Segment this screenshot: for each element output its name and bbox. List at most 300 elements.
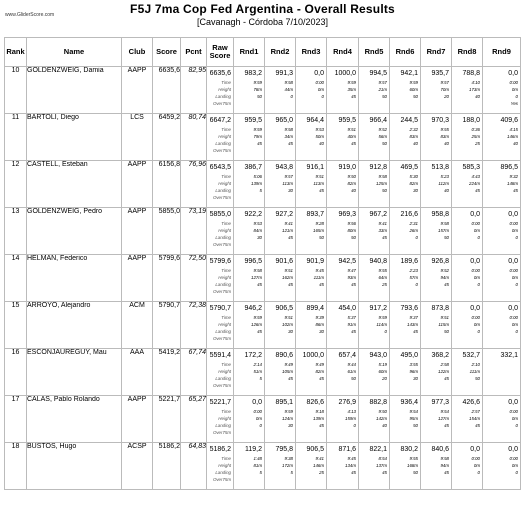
pcnt-cell: 76,96 — [181, 161, 207, 208]
landing-points: 50 — [413, 470, 418, 475]
round-5-cell — [359, 208, 390, 255]
score-cell: 6635,6 — [153, 67, 181, 114]
landing-points: 0 — [384, 329, 387, 334]
round-7-cell — [421, 208, 452, 255]
over-75m-flag — [359, 476, 389, 483]
pilot-name: GOLDENZWEIG, Pedro — [27, 208, 122, 255]
flight-time: 0:00 — [509, 456, 518, 461]
landing-points: 20 — [444, 94, 449, 99]
site-watermark: www.GliderScore.com — [5, 12, 55, 18]
landing-points: 50 — [444, 329, 449, 334]
over-75m-flag — [265, 476, 295, 483]
flight-time: 0:00 — [509, 409, 518, 414]
over-75m-flag — [234, 194, 264, 201]
launch-height: 125m — [376, 181, 387, 186]
round-4-cell — [327, 443, 359, 490]
landing-points: 50 — [413, 94, 418, 99]
club-cell: ACM — [122, 302, 153, 349]
round-2-cell — [265, 396, 296, 443]
landing-points: 50 — [382, 141, 387, 146]
landing-points: 45 — [351, 94, 356, 99]
round-score: 1000,0 — [302, 352, 324, 359]
over-75m-flag — [483, 429, 520, 436]
landing-points: 25 — [319, 470, 324, 475]
round-score: 0,0 — [470, 446, 480, 453]
round-score: 927,2 — [275, 211, 293, 218]
launch-height: 0m — [511, 228, 518, 233]
round-score: 906,5 — [275, 305, 293, 312]
score-cell: 6156,8 — [153, 161, 181, 208]
round-4-cell — [327, 302, 359, 349]
round-score: 873,8 — [431, 305, 449, 312]
landing-points: 30 — [319, 329, 324, 334]
landing-points: 0 — [515, 329, 518, 334]
round-score: 426,6 — [462, 399, 480, 406]
landing-points: 40 — [413, 141, 418, 146]
detail-label: Landing — [215, 329, 231, 334]
table-row — [5, 349, 521, 396]
table-row — [5, 396, 521, 443]
round-score: 966,4 — [369, 117, 387, 124]
score-cell: 5799,6 — [153, 255, 181, 302]
landing-points: 45 — [382, 470, 387, 475]
header-rnd2: Rnd2 — [265, 38, 296, 67]
launch-height: 172m — [282, 463, 293, 468]
over-75m-flag — [327, 288, 358, 295]
detail-label: Height — [218, 87, 231, 92]
over-75m-flag — [483, 147, 520, 154]
launch-height: 82m — [409, 181, 418, 186]
header-club: Club — [122, 38, 153, 67]
detail-label: Height — [218, 416, 231, 421]
over-75m-flag — [421, 382, 451, 389]
detail-label: Over75m — [212, 383, 231, 388]
round-3-cell — [296, 302, 327, 349]
round-6-cell — [390, 396, 421, 443]
round-7-cell — [421, 67, 452, 114]
raw-score-cell — [207, 349, 234, 396]
detail-label: Height — [218, 228, 231, 233]
launch-height: 137m — [376, 463, 387, 468]
round-score: 922,2 — [244, 211, 262, 218]
score-cell: 5419,2 — [153, 349, 181, 396]
raw-score-value: 5790,7 — [209, 305, 231, 312]
round-score: 942,1 — [400, 70, 418, 77]
round-4-cell — [327, 161, 359, 208]
round-8-cell — [452, 114, 483, 161]
round-6-cell — [390, 302, 421, 349]
landing-points: 0 — [515, 282, 518, 287]
raw-score-cell — [207, 114, 234, 161]
round-score: 946,2 — [244, 305, 262, 312]
flight-time: 9:32 — [509, 174, 518, 179]
round-4-cell — [327, 114, 359, 161]
launch-height: 81m — [253, 463, 262, 468]
round-5-cell — [359, 349, 390, 396]
raw-score-value: 5591,4 — [209, 352, 231, 359]
table-row — [5, 208, 521, 255]
round-score: 0,0 — [470, 258, 480, 265]
round-8-cell — [452, 255, 483, 302]
score-cell: 6459,2 — [153, 114, 181, 161]
round-3-cell — [296, 114, 327, 161]
landing-points: 40 — [351, 188, 356, 193]
round-4-cell — [327, 349, 359, 396]
landing-points: 25 — [475, 141, 480, 146]
round-score: 469,5 — [400, 164, 418, 171]
over-75m-flag — [390, 288, 420, 295]
flight-time: 9:53 — [253, 221, 262, 226]
round-score: 917,2 — [369, 305, 387, 312]
round-score: 0,0 — [470, 305, 480, 312]
launch-height: 40m — [347, 134, 356, 139]
over-75m-flag — [265, 429, 295, 436]
over-75m-flag — [452, 147, 482, 154]
launch-height: 139m — [251, 181, 262, 186]
round-1-cell — [234, 302, 265, 349]
launch-height: 154m — [469, 416, 480, 421]
flight-time: 9:44 — [347, 362, 356, 367]
launch-height: 142m — [376, 416, 387, 421]
landing-points: 50 — [475, 376, 480, 381]
launch-height: 112m — [438, 181, 449, 186]
header-rnd7: Rnd7 — [421, 38, 452, 67]
round-6-cell — [390, 67, 421, 114]
rank-cell: 10 — [5, 67, 27, 114]
round-4-cell — [327, 396, 359, 443]
round-score: 977,3 — [431, 399, 449, 406]
flight-time: 2:32 — [409, 127, 418, 132]
round-score: 0,0 — [252, 399, 262, 406]
flight-time: 9:57 — [284, 174, 293, 179]
landing-points: 0 — [477, 329, 480, 334]
table-row — [5, 302, 521, 349]
over-75m-flag — [296, 288, 326, 295]
round-score: 532,7 — [462, 352, 480, 359]
round-7-cell — [421, 396, 452, 443]
landing-points: 5 — [259, 188, 262, 193]
over-75m-flag — [421, 288, 451, 295]
detail-label: Time — [221, 174, 231, 179]
header-rank: Rank — [5, 38, 27, 67]
over-75m-flag — [359, 335, 389, 342]
round-2-cell — [265, 67, 296, 114]
launch-height: 56m — [378, 134, 387, 139]
launch-height: 115m — [438, 322, 449, 327]
over-75m-flag — [296, 429, 326, 436]
flight-time: 4:43 — [471, 174, 480, 179]
round-score: 935,7 — [431, 70, 449, 77]
pcnt-cell: 82,95 — [181, 67, 207, 114]
flight-time: 5:06 — [253, 174, 262, 179]
rank-cell: 14 — [5, 255, 27, 302]
club-cell: AAPP — [122, 161, 153, 208]
landing-points: 50 — [413, 423, 418, 428]
flight-time: 4:13 — [347, 409, 356, 414]
club-cell: AAPP — [122, 208, 153, 255]
over-75m-flag — [327, 335, 358, 342]
launch-height: 0m — [317, 87, 324, 92]
round-score: 893,7 — [306, 211, 324, 218]
table-row — [5, 443, 521, 490]
landing-points: 50 — [319, 235, 324, 240]
round-5-cell — [359, 302, 390, 349]
landing-points: 30 — [413, 188, 418, 193]
raw-score-value: 6647,2 — [209, 117, 231, 124]
flight-time: 9:58 — [440, 221, 449, 226]
results-table — [4, 37, 521, 490]
launch-height: 126m — [251, 322, 262, 327]
round-1-cell — [234, 161, 265, 208]
round-score: 0,0 — [508, 399, 518, 406]
round-9-cell — [483, 114, 521, 161]
over-75m-flag — [234, 100, 264, 107]
over-75m-flag — [327, 194, 358, 201]
over-75m-flag — [265, 147, 295, 154]
flight-time: 0:00 — [509, 221, 518, 226]
landing-points: 45 — [351, 282, 356, 287]
launch-height: 113m — [313, 181, 324, 186]
landing-points: 45 — [444, 376, 449, 381]
flight-time: 0:00 — [471, 315, 480, 320]
flight-time: 0:00 — [253, 409, 262, 414]
round-1-cell — [234, 67, 265, 114]
launch-height: 127m — [438, 416, 449, 421]
landing-points: 30 — [288, 329, 293, 334]
launch-height: 70m — [440, 87, 449, 92]
flight-time: 2:23 — [409, 268, 418, 273]
launch-height: 25m — [471, 134, 480, 139]
round-3-cell — [296, 443, 327, 490]
flight-time: 9:59 — [253, 315, 262, 320]
detail-label: Over75m — [212, 430, 231, 435]
round-score: 901,6 — [275, 258, 293, 265]
flight-time: 9:41 — [315, 456, 324, 461]
header-rnd5: Rnd5 — [359, 38, 390, 67]
flight-time: 2:14 — [253, 362, 262, 367]
round-5-cell — [359, 67, 390, 114]
detail-label: Over75m — [212, 477, 231, 482]
round-3-cell — [296, 255, 327, 302]
pilot-name: ESCONJAUREGUY, Mau — [27, 349, 122, 396]
landing-points: 30 — [288, 188, 293, 193]
flight-time: 9:28 — [315, 221, 324, 226]
round-3-cell — [296, 396, 327, 443]
detail-label: Time — [221, 80, 231, 85]
round-score: 172,2 — [244, 352, 262, 359]
landing-points: 5 — [259, 470, 262, 475]
detail-label: Over75m — [212, 101, 231, 106]
over-75m-flag — [359, 147, 389, 154]
flight-time: 5:37 — [347, 315, 356, 320]
round-score: 119,2 — [245, 446, 262, 453]
launch-height: 148m — [507, 181, 518, 186]
raw-score-cell — [207, 443, 234, 490]
launch-height: 33m — [378, 228, 387, 233]
over-75m-flag — [390, 335, 420, 342]
over-75m-flag — [452, 241, 482, 248]
over-75m-flag: Yes — [510, 101, 518, 106]
launch-height: 111m — [469, 369, 480, 374]
round-8-cell — [452, 302, 483, 349]
round-7-cell — [421, 349, 452, 396]
round-score: 936,4 — [400, 399, 418, 406]
launch-height: 51m — [253, 369, 262, 374]
over-75m-flag — [390, 194, 420, 201]
pilot-name: BARTOLI, Diego — [27, 114, 122, 161]
launch-height: 113m — [282, 181, 293, 186]
launch-height: 34m — [284, 134, 293, 139]
launch-height: 0m — [473, 463, 480, 468]
round-score: 890,6 — [275, 352, 293, 359]
over-75m-flag — [265, 194, 295, 201]
detail-label: Landing — [215, 282, 231, 287]
raw-score-value: 6543,5 — [209, 164, 231, 171]
flight-time: 5:19 — [378, 362, 387, 367]
landing-points: 45 — [288, 235, 293, 240]
landing-points: 0 — [477, 470, 480, 475]
landing-points: 45 — [382, 235, 387, 240]
launch-height: 102m — [282, 322, 293, 327]
round-score: 332,1 — [500, 352, 518, 359]
round-1-cell — [234, 255, 265, 302]
landing-points: 50 — [382, 188, 387, 193]
round-score: 454,0 — [338, 305, 356, 312]
landing-points: 45 — [351, 329, 356, 334]
header-raw-line2: Score — [209, 51, 231, 60]
flight-time: 9:57 — [378, 80, 387, 85]
launch-height: 60m — [409, 87, 418, 92]
header-pcnt: Pcnt — [181, 38, 207, 67]
header-rnd9: Rnd9 — [483, 38, 521, 67]
landing-points: 45 — [351, 141, 356, 146]
over-75m-flag — [452, 100, 482, 107]
round-score: 793,6 — [400, 305, 418, 312]
raw-score-cell — [207, 208, 234, 255]
over-75m-flag — [234, 241, 264, 248]
over-75m-flag — [296, 100, 326, 107]
over-75m-flag — [421, 100, 451, 107]
round-4-cell — [327, 255, 359, 302]
launch-height: 86m — [315, 322, 324, 327]
landing-points: 40 — [319, 141, 324, 146]
launch-height: 0m — [473, 275, 480, 280]
detail-label: Time — [221, 221, 231, 226]
landing-points: 0 — [415, 235, 418, 240]
landing-points: 25 — [382, 282, 387, 287]
landing-points: 0 — [477, 235, 480, 240]
landing-points: 20 — [382, 376, 387, 381]
detail-label: Over75m — [212, 289, 231, 294]
launch-height: 0m — [511, 322, 518, 327]
round-score: 919,0 — [338, 164, 356, 171]
over-75m-flag — [265, 382, 295, 389]
landing-points: 0 — [259, 423, 262, 428]
detail-label: Height — [218, 134, 231, 139]
round-score: 822,1 — [369, 446, 387, 453]
landing-points: 45 — [319, 188, 324, 193]
flight-time: 0:00 — [471, 268, 480, 273]
launch-height: 121m — [282, 228, 293, 233]
round-6-cell — [390, 349, 421, 396]
over-75m-flag — [234, 382, 264, 389]
round-2-cell — [265, 161, 296, 208]
raw-score-value: 5799,6 — [209, 258, 231, 265]
landing-points: 45 — [288, 141, 293, 146]
landing-points: 0 — [477, 282, 480, 287]
flight-time: 2:31 — [409, 221, 418, 226]
detail-label: Time — [221, 268, 231, 273]
round-9-cell — [483, 161, 521, 208]
detail-label: Landing — [215, 188, 231, 193]
flight-time: 0:00 — [509, 315, 518, 320]
round-score: 0,0 — [314, 70, 324, 77]
rank-cell: 16 — [5, 349, 27, 396]
landing-points: 45 — [288, 376, 293, 381]
pcnt-cell: 72,50 — [181, 255, 207, 302]
round-score: 244,5 — [400, 117, 418, 124]
over-75m-flag — [421, 429, 451, 436]
flight-time: 2:10 — [471, 362, 480, 367]
launch-height: 26m — [409, 228, 418, 233]
table-row — [5, 114, 521, 161]
detail-label: Time — [221, 409, 231, 414]
round-score: 906,5 — [306, 446, 324, 453]
round-7-cell — [421, 255, 452, 302]
pcnt-cell: 64,83 — [181, 443, 207, 490]
club-cell: AAPP — [122, 67, 153, 114]
round-score: 940,8 — [369, 258, 387, 265]
over-75m-flag — [390, 100, 420, 107]
round-score: 0,0 — [508, 446, 518, 453]
landing-points: 0 — [515, 235, 518, 240]
over-75m-flag — [452, 335, 482, 342]
round-score: 0,0 — [470, 211, 480, 218]
landing-points: 50 — [351, 235, 356, 240]
detail-label: Landing — [215, 470, 231, 475]
launch-height: 94m — [440, 275, 449, 280]
launch-height: 157m — [438, 228, 449, 233]
raw-score-cell — [207, 255, 234, 302]
over-75m-flag — [483, 288, 520, 295]
round-score: 882,8 — [369, 399, 387, 406]
over-75m-flag — [421, 194, 451, 201]
landing-points: 0 — [290, 94, 293, 99]
launch-height: 124m — [282, 416, 293, 421]
flight-time: 9:51 — [440, 315, 449, 320]
round-score: 983,2 — [244, 70, 262, 77]
over-75m-flag — [327, 476, 358, 483]
round-6-cell — [390, 255, 421, 302]
launch-height: 91m — [347, 322, 356, 327]
flight-time: 9:54 — [409, 409, 418, 414]
round-score: 0,0 — [508, 211, 518, 218]
landing-points: 5 — [259, 376, 262, 381]
header-rnd4: Rnd4 — [327, 38, 359, 67]
round-2-cell — [265, 443, 296, 490]
landing-points: 0 — [515, 423, 518, 428]
detail-label: Time — [221, 362, 231, 367]
landing-points: 45 — [319, 376, 324, 381]
launch-height: 61m — [347, 369, 356, 374]
flight-time: 9:58 — [378, 174, 387, 179]
detail-label: Over75m — [212, 336, 231, 341]
round-score: 795,8 — [275, 446, 293, 453]
flight-time: 9:41 — [284, 221, 293, 226]
over-75m-flag — [390, 382, 420, 389]
round-9-cell — [483, 396, 521, 443]
round-8-cell — [452, 67, 483, 114]
